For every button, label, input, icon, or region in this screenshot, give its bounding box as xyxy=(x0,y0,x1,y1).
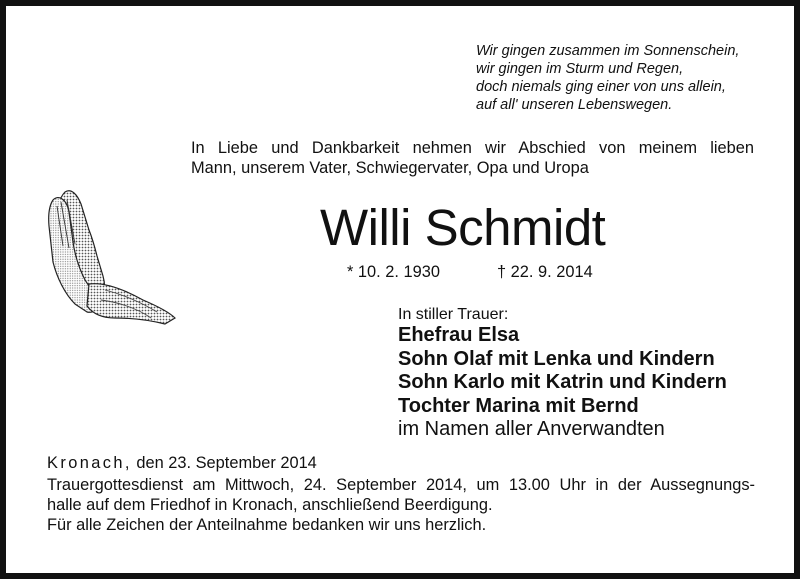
intro-line: Mann, unserem Vater, Schwiegervater, Opa und Uropa xyxy=(191,159,589,177)
mourner-entry: Sohn Olaf mit Lenka und Kindern xyxy=(398,347,715,370)
farewell-intro xyxy=(191,138,754,178)
notice-date: den 23. September 2014 xyxy=(131,454,317,472)
funeral-service-info xyxy=(47,475,755,515)
intro-line: In Liebe und Dankbarkeit nehmen wir Abschied von meinem lieben xyxy=(191,139,754,157)
place-name: Kronach, xyxy=(47,454,132,472)
poem-line: auf all' unseren Lebenswegen. xyxy=(476,97,673,113)
birth-date: * 10. 2. 1930 xyxy=(347,263,440,281)
thanks-line: Für alle Zeichen der Anteilnahme bedanken wir uns herzlich. xyxy=(47,516,487,534)
relatives-line: im Namen aller Anverwandten xyxy=(398,418,665,440)
poem-line: Wir gingen zusammen im Sonnenschein, xyxy=(476,43,740,59)
mourner-entry: Sohn Karlo mit Katrin und Kindern xyxy=(398,371,727,393)
deceased-name: Willi Schmidt xyxy=(320,199,606,256)
poem-line: doch niemals ging einer von uns allein, xyxy=(476,79,726,95)
praying-hands-icon xyxy=(45,186,180,326)
poem-line: wir gingen im Sturm und Regen, xyxy=(476,61,684,77)
place-date-line xyxy=(47,453,317,473)
memorial-poem xyxy=(476,42,786,114)
mourners-block xyxy=(398,305,768,441)
mourners-label: In stiller Trauer: xyxy=(398,306,509,323)
mourner-entry: Tochter Marina mit Bernd xyxy=(398,394,639,417)
death-date: † 22. 9. 2014 xyxy=(497,263,593,281)
service-line: halle auf dem Friedhof in Kronach, anschließend Beerdigung. xyxy=(47,496,493,514)
mourner-entry: Ehefrau Elsa xyxy=(398,324,520,346)
service-line: Trauergottesdienst am Mittwoch, 24. September 2014, um 13.00 Uhr in der Aussegnungs- xyxy=(47,476,755,494)
